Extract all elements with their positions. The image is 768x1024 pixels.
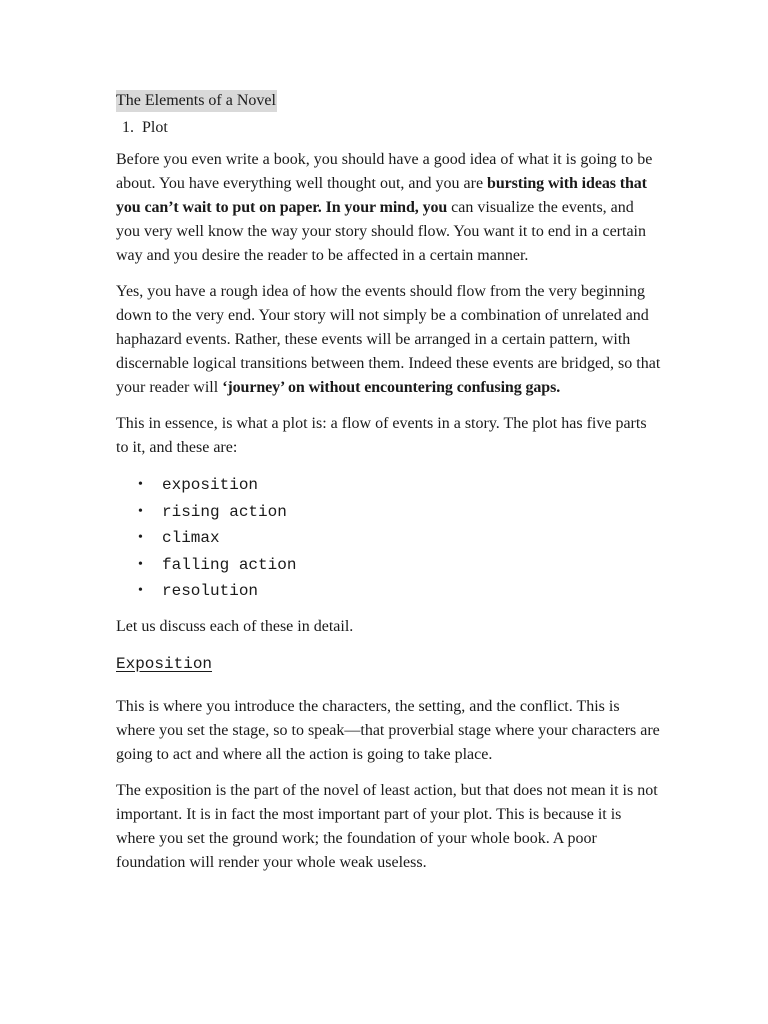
paragraph-intro [116, 148, 661, 268]
numbered-item-plot: 1. Plot [138, 116, 661, 140]
plot-parts-list [116, 472, 661, 605]
section-heading-wrapper [116, 651, 661, 685]
paragraph-intro-part-a: Before you even write a book, you should have a good idea of what it is going to be about. You have everything well thought out, and you are [116, 151, 653, 192]
list-item-label: exposition [162, 476, 259, 494]
paragraph-discuss: Let us discuss each of these in detail. [116, 617, 354, 635]
document-title [116, 90, 661, 116]
paragraph-plot-definition: This in essence, is what a plot is: a flow of events in a story. The plot has five parts to it, and these are: [116, 415, 647, 456]
list-item [138, 472, 661, 499]
list-item [138, 578, 661, 605]
list-item-label: falling action [162, 555, 297, 574]
paragraph-intro-bold-run: bursting with ideas that you can’t wait to put on paper. In your mind, you [116, 175, 647, 216]
section-heading-exposition: Exposition [116, 654, 213, 673]
bullet-icon: • [138, 583, 143, 598]
bullet-icon: • [138, 477, 143, 492]
list-item-label: climax [162, 529, 220, 547]
bullet-icon: • [138, 556, 143, 572]
paragraph-exposition-importance: The exposition is the part of the novel of least action, but that does not mean it is not important. It is in fact the most important part of your plot. This is because it is where you set the ground work; the foundation of your whole book. A poor foundation will render your whole weak useless. [116, 781, 658, 871]
paragraph-exposition-intro: This is where you introduce the characters, the setting, and the conflict. This is where you set the stage, so to speak—that proverbial stage where your characters are going to act and where all the action is going to take place. [116, 697, 660, 763]
paragraph-flow-bold-run: ‘journey’ on without encountering confusing gaps. [222, 379, 561, 396]
document-page [116, 90, 661, 887]
list-item-label: rising action [162, 502, 287, 521]
paragraph-intro-part-c: can visualize the events, and you very well know the way your story should flow. You want it to end in a certain way and you desire the reader to be affected in a certain manner. [116, 199, 646, 264]
numbered-list [116, 116, 661, 140]
paragraph-flow [116, 280, 661, 400]
list-item [138, 525, 661, 552]
list-item-label: resolution [162, 582, 259, 600]
list-item [138, 499, 661, 526]
paragraph-flow-part-a: Yes, you have a rough idea of how the events should flow from the very beginning down to the very end. Your story will not simply be a combination of unrelated and haphazard events. Rather, these events will be arranged in a certain pattern, with discernable logical transitions between them. Indeed these events are bridged, so that your reader will [116, 283, 661, 396]
list-item [138, 552, 661, 579]
document-title-text: The Elements of a Novel [116, 90, 277, 112]
bullet-icon: • [138, 503, 143, 519]
bullet-icon: • [138, 530, 143, 545]
